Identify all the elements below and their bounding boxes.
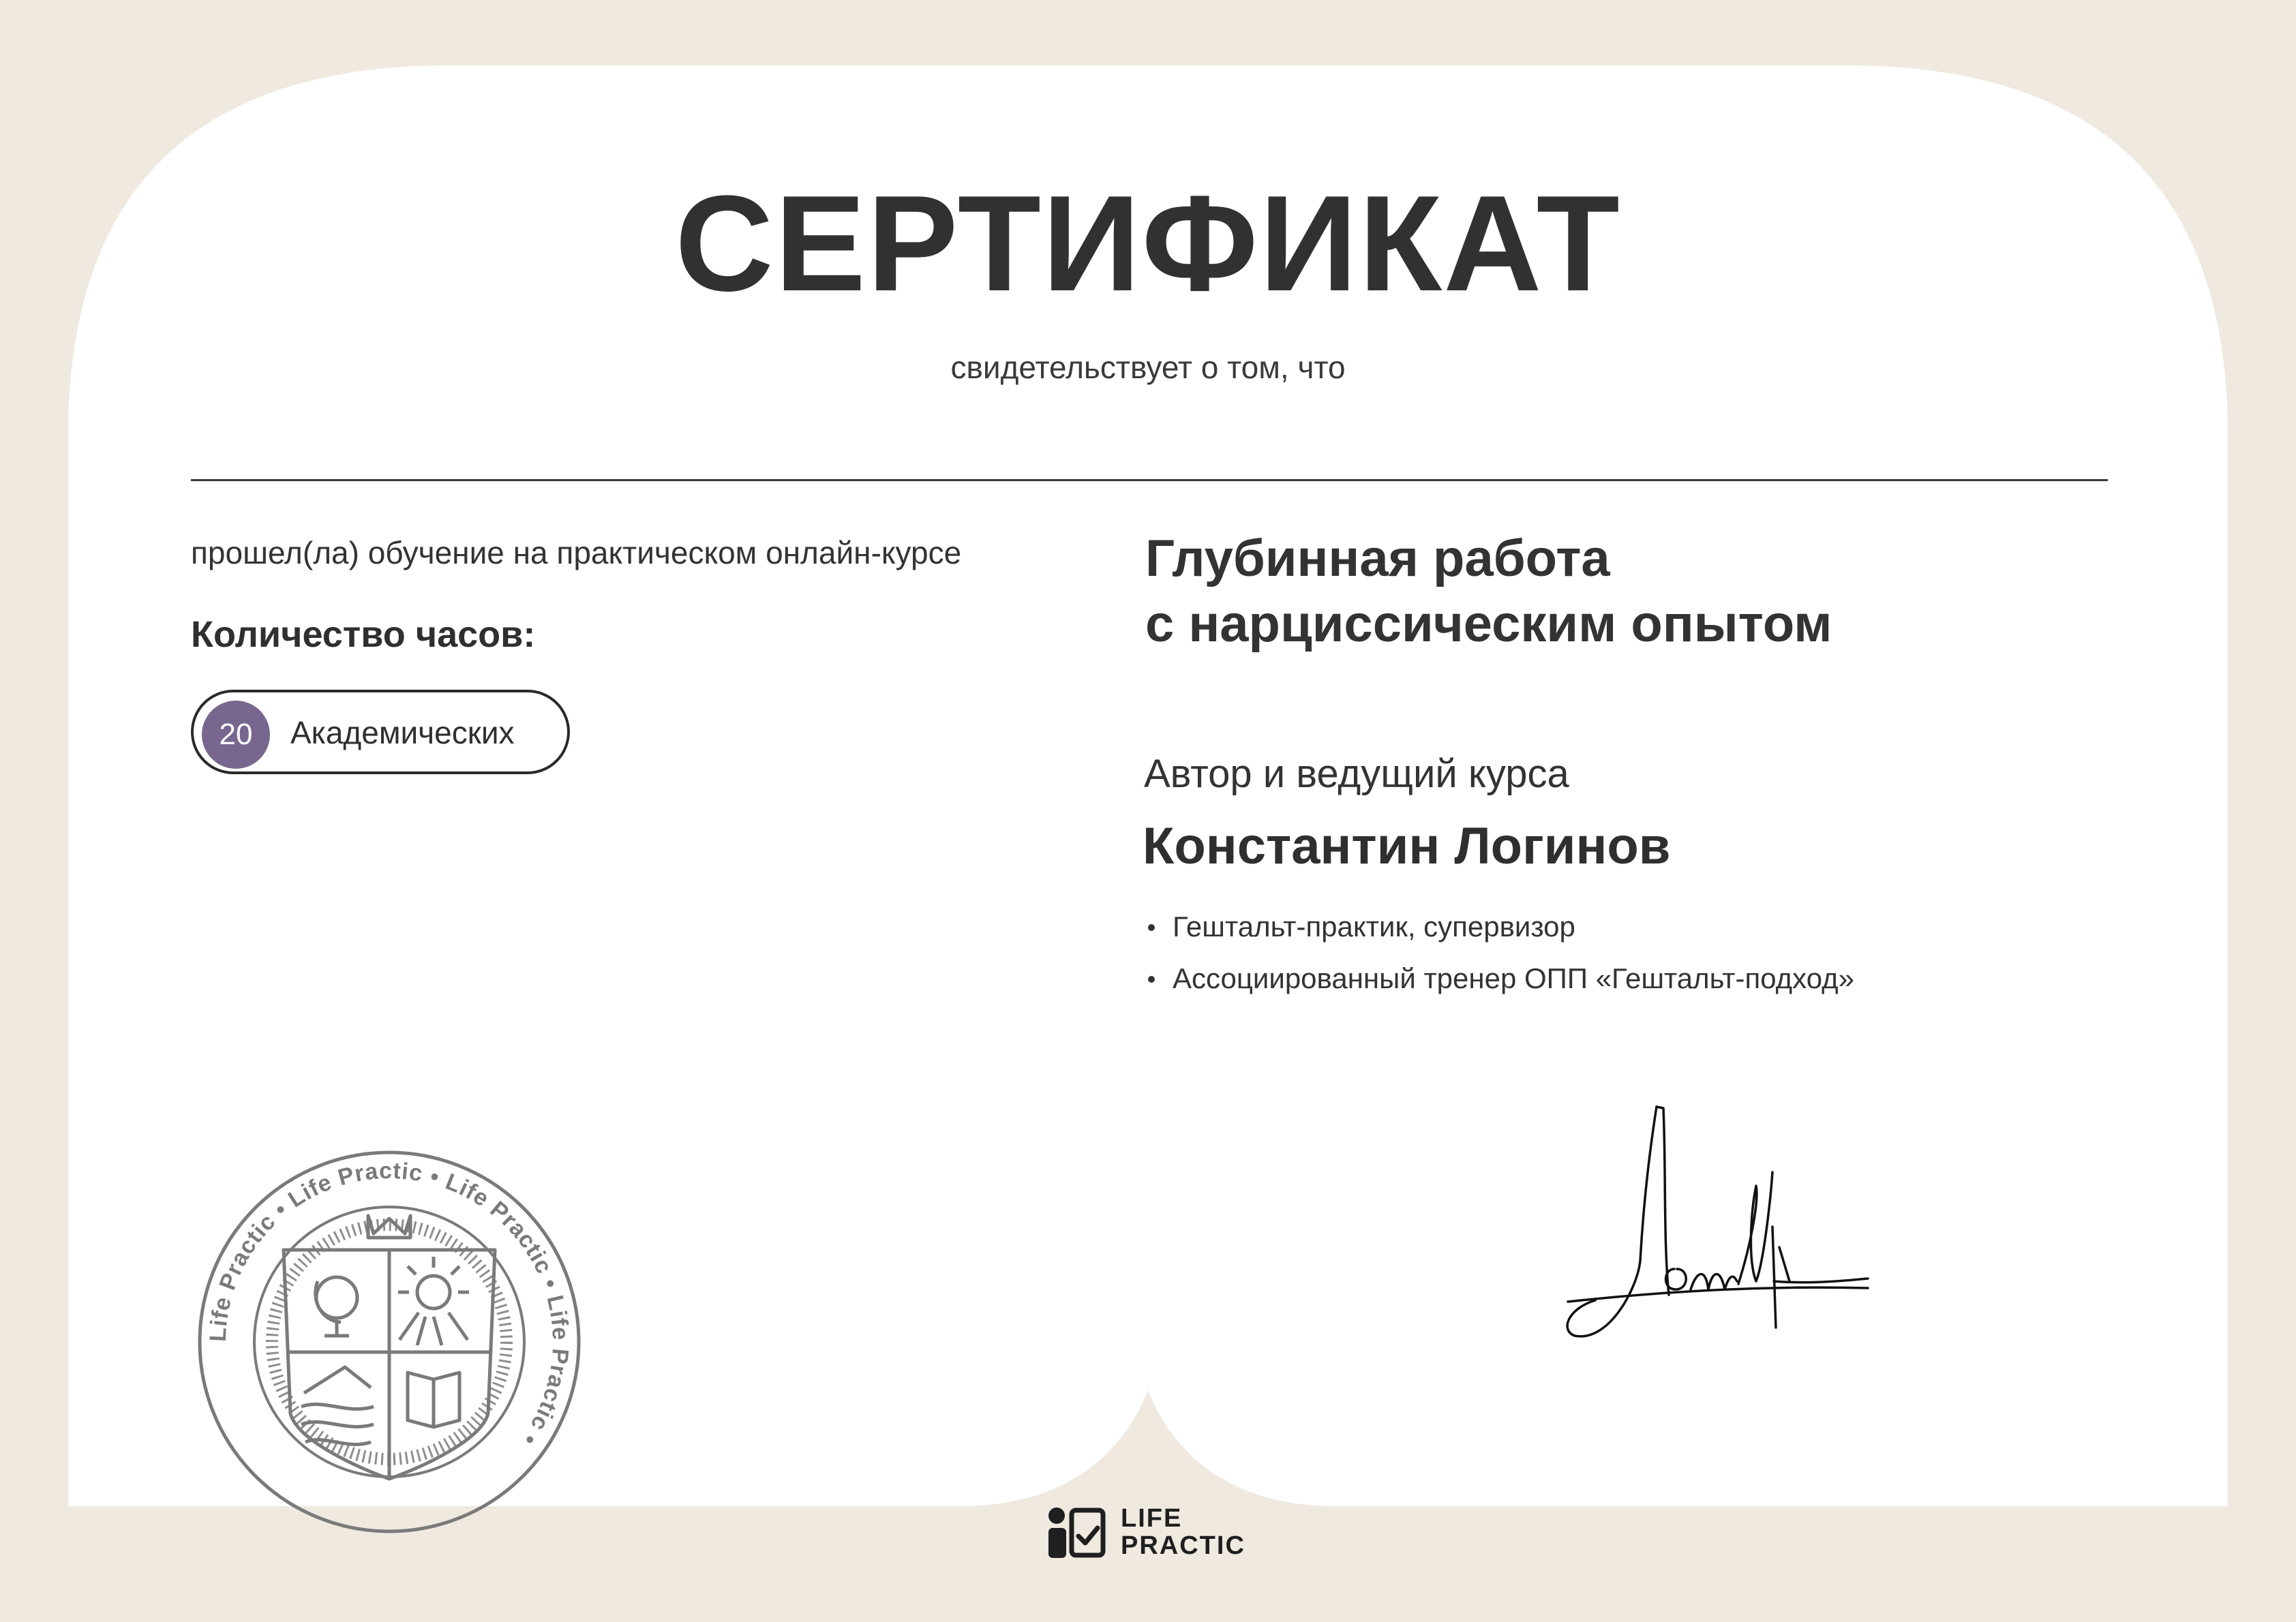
logo-icon — [1046, 1503, 1107, 1561]
hours-badge — [191, 690, 570, 774]
hours-value: 20 — [202, 701, 270, 769]
author-qualifications — [1145, 906, 1854, 1010]
hours-label: Количество часов: — [191, 614, 536, 655]
course-title — [1145, 526, 1832, 657]
logo-text — [1121, 1505, 1245, 1559]
qualification-item: Гештальт-практик, супервизор — [1145, 906, 1854, 958]
signature — [1554, 1090, 1882, 1349]
course-title-line-1: Глубинная работа — [1145, 530, 1610, 587]
logo-text-line-2: PRACTIC — [1121, 1531, 1245, 1560]
hours-unit: Академических — [290, 715, 515, 750]
seal-ring-textpath: Life Practic • Life Practic • Life Practic • Life Practic • — [205, 1157, 574, 1451]
author-label: Автор и ведущий курса — [1144, 752, 1569, 796]
passed-text: прошел(ла) обучение на практическом онлайн-курсе — [191, 535, 962, 570]
logo-text-line-1: LIFE — [1121, 1504, 1183, 1533]
course-title-line-2: с нарциссическим опытом — [1145, 595, 1832, 653]
certificate-subtitle: свидетельствует о том, что — [950, 350, 1346, 385]
qualification-item: Ассоциированный тренер ОПП «Гештальт-подход» — [1145, 958, 1854, 1010]
life-practic-logo — [1046, 1503, 1264, 1561]
seal — [195, 1148, 584, 1536]
certificate-title: СЕРТИФИКАТ — [675, 168, 1621, 320]
divider — [191, 479, 2108, 481]
author-name: Константин Логинов — [1143, 817, 1671, 875]
